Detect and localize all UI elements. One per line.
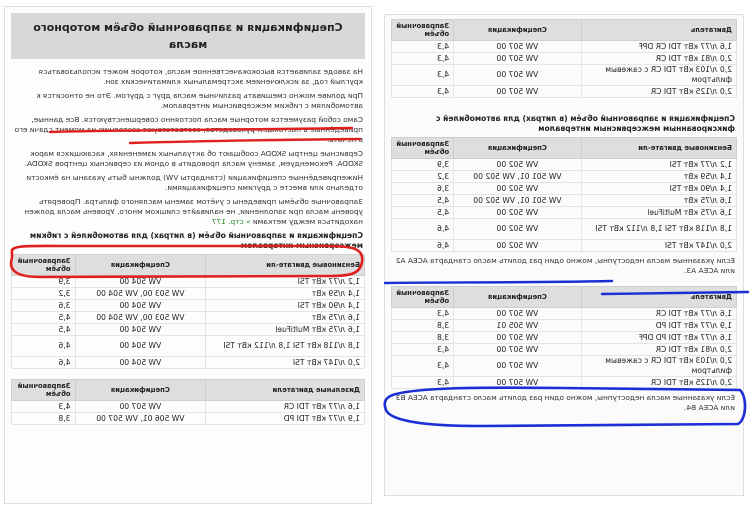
paragraph: На заводе заливается высококачественное масло, которое может использоваться круглый год, за исключением экстремальных климатических зон.	[38, 67, 363, 86]
table-row	[392, 344, 737, 356]
cell: 2,0 л/103 кВт TDI CR с сажевым фильтром	[581, 65, 736, 86]
cell: 3,9	[392, 159, 454, 171]
table-row	[392, 240, 737, 252]
cell: 4,3	[392, 53, 454, 65]
table-row	[392, 183, 737, 195]
cell: 1,8 л/118 кВт TSI 1,8 л/112 кВт TSI	[206, 336, 365, 357]
cell: 4,3	[392, 344, 454, 356]
cell: 3,9	[12, 276, 76, 288]
cell: VW 504 00	[75, 300, 206, 312]
cell: VW 506 01, VW 507 00	[75, 413, 206, 425]
table-row	[12, 357, 365, 369]
table-header-row	[392, 287, 737, 308]
table-row	[392, 356, 737, 377]
table-row	[392, 86, 737, 98]
cell: 4,6	[12, 357, 76, 369]
cell: 1,6 л/77 кВт TDI CR	[581, 308, 736, 320]
cell: VW 507 00	[75, 401, 206, 413]
col-spec: Спецификация	[75, 255, 206, 276]
cell: 3,8	[392, 332, 454, 344]
table-row	[392, 159, 737, 171]
page-title: Спецификация и заправочный объём моторного масла	[11, 13, 365, 59]
cell: VW 501 01, VW 502 00	[454, 195, 582, 207]
cell: 1,6 л/77 кВт TDI PD DPF	[581, 332, 736, 344]
cell: 4,5	[392, 195, 454, 207]
col-volume: Заправочный объём	[12, 255, 76, 276]
cell: VW 507 00	[454, 41, 582, 53]
right-manual-page	[4, 6, 372, 504]
table-row-highlighted	[392, 219, 737, 240]
cell: VW 507 00	[454, 344, 582, 356]
cell: VW 501 01, VW 502 00	[454, 171, 582, 183]
paragraph: Нижеприведённые спецификации (стандарты VW) должны быть указаны на ёмкости отдельно или вместе с другими спецификациями.	[26, 173, 363, 192]
col-engine: Бензиновые двигате-ли	[206, 255, 365, 276]
left-note-diesel: Если указанные масла недоступны, можно один раз долить масло стандарта ACEA B3 или ACEA B4.	[395, 393, 735, 412]
cell: VW 502 00	[454, 219, 582, 240]
cell: VW 507 00	[454, 332, 582, 344]
col-engine: Двигатель	[581, 287, 736, 308]
cell: 4,6	[12, 336, 76, 357]
col-engine: Бензиновые двигате-ли	[581, 138, 736, 159]
cell: 1,4 л/90 кВт TSI	[206, 300, 365, 312]
left-section-heading: Спецификация и заправочный объём (в литрах) для автомобилей с фиксированным межсервисным интервалом	[435, 114, 735, 133]
cell: 4,3	[392, 308, 454, 320]
cell: 2,0 л/81 кВт TDI CR	[581, 344, 736, 356]
left-diesel-table-2	[391, 286, 737, 389]
left-manual-page	[384, 14, 744, 496]
cell: 3,6	[392, 183, 454, 195]
col-volume: Заправочный объём	[12, 380, 76, 401]
cell: VW 507 00	[454, 86, 582, 98]
table-row	[12, 312, 365, 324]
table-row-highlighted	[12, 336, 365, 357]
table-header-row	[12, 255, 365, 276]
cell: 1,6 л/75 кВт MultiFuel	[206, 324, 365, 336]
cell: VW 505 01	[454, 320, 582, 332]
col-volume: Заправочный объём	[392, 20, 454, 41]
col-volume: Заправочный объём	[392, 287, 454, 308]
cell: 4,3	[392, 377, 454, 389]
cell: 4,5	[12, 324, 76, 336]
cell: 4,5	[12, 312, 76, 324]
left-diesel-table-1	[391, 19, 737, 98]
cell: 1,9 л/77 кВт TDI PD	[206, 413, 365, 425]
left-note-petrol: Если указанные масла недоступны, можно один раз долить масло стандарта ACEA A2 или ACEA A3.	[395, 256, 735, 275]
cell: VW 504 00	[75, 276, 206, 288]
table-row	[12, 401, 365, 413]
cell: VW 502 00	[454, 207, 582, 219]
cell: 4,3	[392, 41, 454, 53]
cell: 1,6 л/75 кВт	[206, 312, 365, 324]
cell: VW 502 00	[454, 183, 582, 195]
table-header-row	[392, 138, 737, 159]
right-diesel-table	[11, 379, 365, 425]
cell: 4,6	[392, 219, 454, 240]
cell: VW 503 00, VW 504 00	[75, 288, 206, 300]
paragraph: Само собой разумеется моторные масла постоянно совершенствуются. Все данные, приведённые в настоящем руководстве, соответствуют состоянию на момент сдачи его в печать.	[14, 115, 363, 144]
cell: 2,0 л/147 кВт TSI	[581, 240, 736, 252]
cell: 3,2	[392, 171, 454, 183]
cell: 4,3	[12, 401, 76, 413]
table-row	[392, 65, 737, 86]
cell: VW 507 00	[454, 377, 582, 389]
cell: 2,0 л/81 кВт TDI CR	[581, 53, 736, 65]
cell: 1,2 л/77 кВт TSI	[581, 159, 736, 171]
table-row	[12, 276, 365, 288]
cell: 1,8 л/118 кВт TSI 1,8 л/112 кВт TSI	[581, 219, 736, 240]
cell: 3,8	[12, 413, 76, 425]
cell: 1,4 л/90 кВт TSI	[581, 183, 736, 195]
table-row	[12, 288, 365, 300]
paragraph: При доливе можно смешивать различные масла друг с другом. Это не относится к автомобилям с гибким межсервисным интервалом.	[36, 91, 363, 110]
cell: 1,9 л/77 кВт TDI PD	[581, 320, 736, 332]
cell: 1,6 л/75 кВт	[581, 195, 736, 207]
cell: 4,3	[392, 356, 454, 377]
cell: 2,0 л/125 кВт TDI CR	[581, 86, 736, 98]
cell: 1,4 л/59 кВт	[581, 171, 736, 183]
col-spec: Спецификация	[454, 287, 582, 308]
paragraph-with-link	[13, 197, 363, 227]
table-row	[392, 308, 737, 320]
table-row	[392, 195, 737, 207]
cell: VW 504 00	[75, 357, 206, 369]
table-header-row	[392, 20, 737, 41]
cell: 1,6 л/77 кВт TDI CR DPF	[581, 41, 736, 53]
cell: 4,6	[392, 240, 454, 252]
cell: 2,0 л/125 кВт TDI CR	[581, 377, 736, 389]
cell: VW 507 00	[454, 65, 582, 86]
left-petrol-table	[391, 137, 737, 252]
col-spec: Спецификация	[75, 380, 206, 401]
paragraph: Сервисные центры SKODA сообщают об актуальных изменениях, касающихся марок SKODA. Рекомендуем, замену масла проводить в одном из сервисных центров SKODA.	[24, 149, 363, 168]
cell: VW 504 00	[75, 324, 206, 336]
cell: VW 507 00	[454, 308, 582, 320]
cell: 1,2 л/77 кВт TSI	[206, 276, 365, 288]
cell: 3,8	[392, 320, 454, 332]
page-reference-link[interactable]: » стр. 177	[211, 217, 251, 226]
cell: 2,0 л/147 кВт TSI	[206, 357, 365, 369]
right-section-heading: Спецификация и заправочный объём (в литрах) для автомобилей с гибким межсервисным интервалом	[29, 231, 363, 250]
table-row	[12, 413, 365, 425]
paragraph-text: Заправочные объёмы приведены с учётом замены масляного фильтра. Проверять уровень масла при заполнении, не наливайте слишком много. Уровень масла должен находиться между метками	[24, 197, 363, 226]
cell: VW 507 00	[454, 356, 582, 377]
cell: 1,6 л/75 кВт MultiFuel	[581, 207, 736, 219]
cell: VW 507 00	[454, 53, 582, 65]
cell: VW 502 00	[454, 240, 582, 252]
cell: 4,3	[392, 86, 454, 98]
table-row	[392, 207, 737, 219]
table-row	[392, 41, 737, 53]
right-petrol-table	[11, 254, 365, 369]
table-row	[392, 171, 737, 183]
cell: 2,0 л/103 кВт TDI CR с сажевым фильтром	[581, 356, 736, 377]
table-row	[392, 53, 737, 65]
cell: VW 504 00	[75, 336, 206, 357]
col-engine: Двигатель	[581, 20, 736, 41]
cell: 3,6	[12, 300, 76, 312]
col-volume: Заправочный объём	[392, 138, 454, 159]
cell: 3,2	[12, 288, 76, 300]
col-engine: Дизельные двигатели	[206, 380, 365, 401]
cell: 1,4 л/59 кВт	[206, 288, 365, 300]
cell: VW 502 00	[454, 159, 582, 171]
cell: 4,5	[392, 207, 454, 219]
table-header-row	[12, 380, 365, 401]
cell: 4,3	[392, 65, 454, 86]
col-spec: Спецификация	[454, 20, 582, 41]
table-row	[392, 332, 737, 344]
table-row	[12, 300, 365, 312]
cell: VW 503 00, VW 504 00	[75, 312, 206, 324]
table-row	[392, 377, 737, 389]
table-row	[392, 320, 737, 332]
col-spec: Спецификация	[454, 138, 582, 159]
cell: 1,6 л/77 кВт TDI CR	[206, 401, 365, 413]
table-row	[12, 324, 365, 336]
